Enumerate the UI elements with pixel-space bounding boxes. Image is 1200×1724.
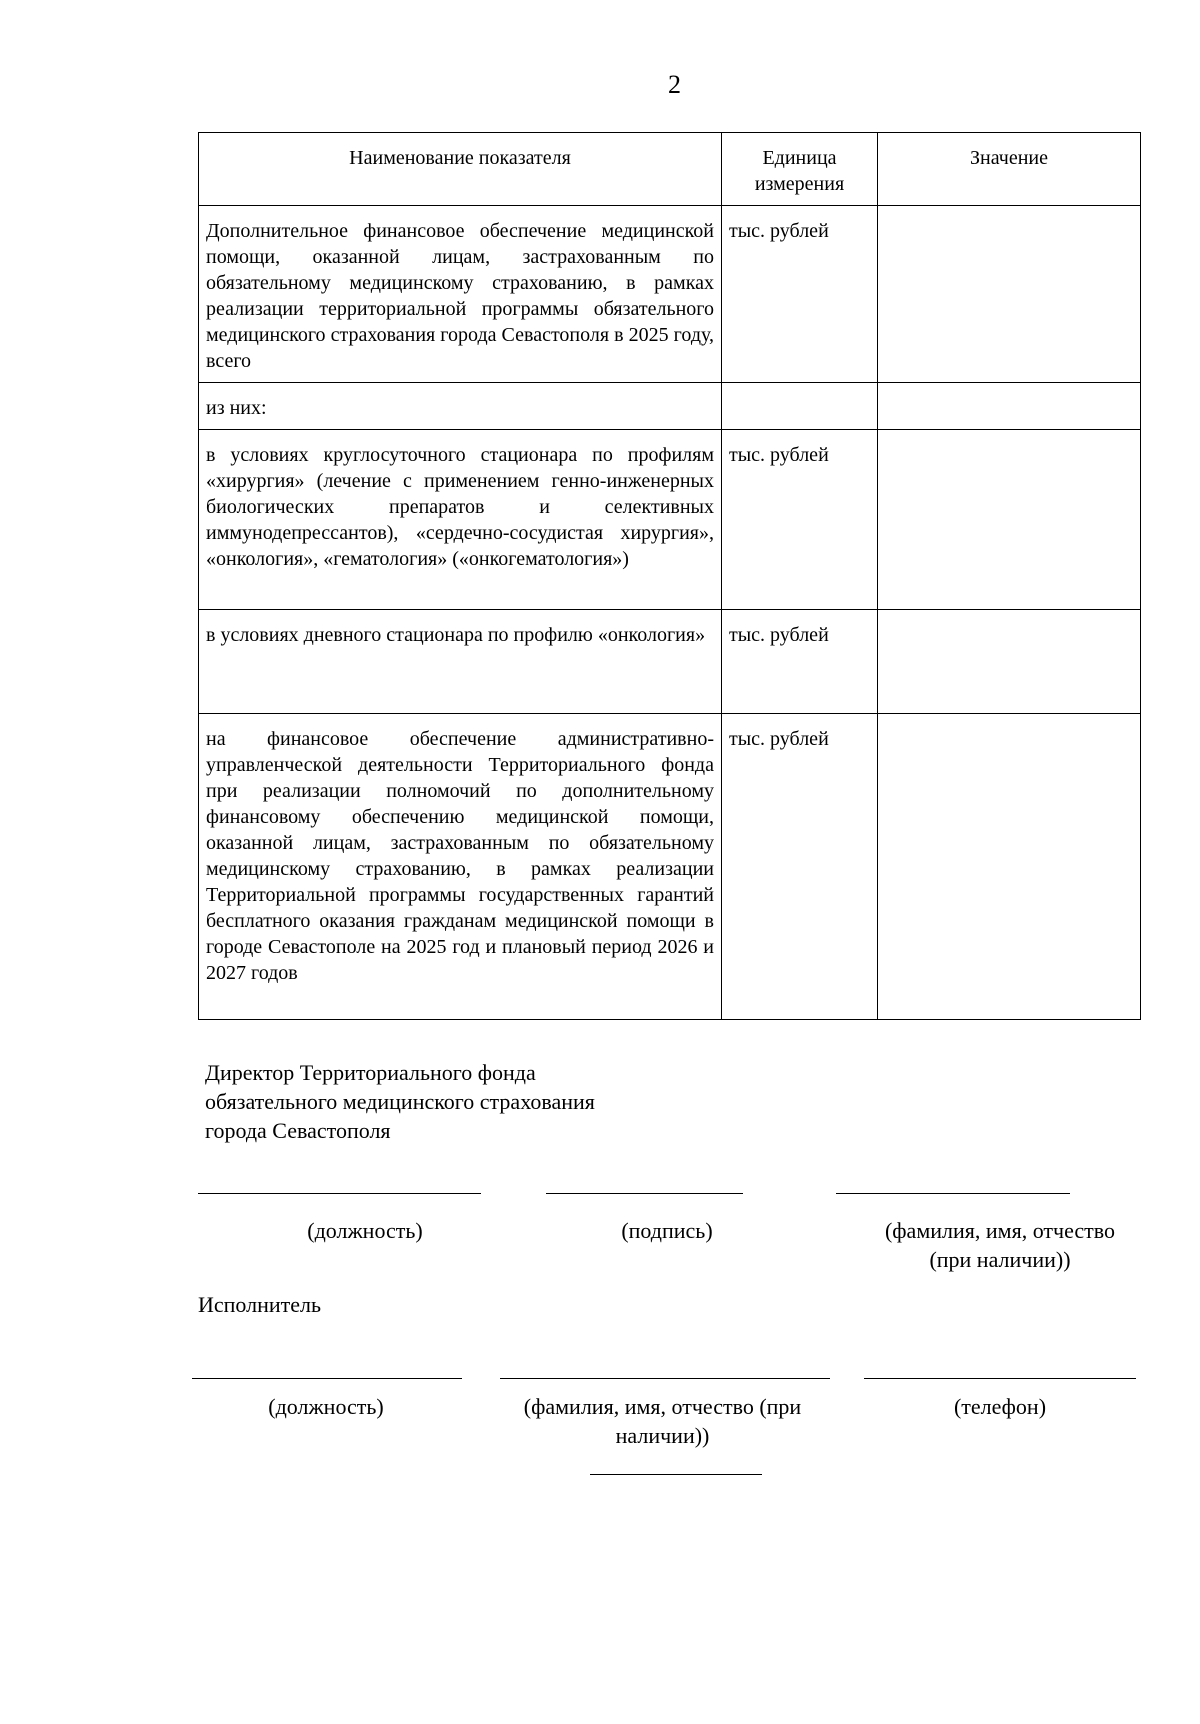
director-title-line: обязательного медицинского страхования <box>205 1089 595 1114</box>
header-value: Значение <box>878 133 1141 206</box>
executor-phone-caption: (телефон) <box>953 1394 1047 1419</box>
executor-name-caption <box>490 1392 835 1450</box>
table-row <box>199 610 1141 714</box>
row-unit <box>722 610 878 714</box>
table-header-row <box>199 133 1141 206</box>
director-title <box>205 1058 595 1145</box>
executor-position-caption: (должность) <box>268 1394 384 1419</box>
page-number: 2 <box>668 70 681 99</box>
director-signature-caption: (подпись) <box>621 1218 713 1243</box>
row-unit-text: тыс. рублей <box>729 624 829 646</box>
row-name-text: Дополнительное финансовое обеспечение медицинской помощи, оказанной лицам, застрахованным по обязательному медицинскому страхованию, в рамках реализации территориальной программы обязательного медицинского страхования города Севастополя в 2025 году, всего <box>206 220 714 372</box>
row-unit <box>722 383 878 430</box>
row-value <box>878 383 1141 430</box>
row-unit-text: тыс. рублей <box>729 728 829 750</box>
director-title-line: Директор Территориального фонда <box>205 1060 536 1085</box>
row-name-text: из них: <box>206 397 267 419</box>
header-unit <box>722 133 878 206</box>
director-name-caption-line: (фамилия, имя, отчество <box>884 1218 1116 1243</box>
table-row <box>199 430 1141 610</box>
executor-position-line <box>192 1378 462 1379</box>
row-unit <box>722 430 878 610</box>
row-unit-text: тыс. рублей <box>729 220 829 242</box>
header-indicator-name: Наименование показателя <box>199 133 722 206</box>
table-row <box>199 206 1141 383</box>
executor-label: Исполнитель <box>198 1292 322 1317</box>
row-value <box>878 610 1141 714</box>
row-indicator-name <box>199 206 722 383</box>
row-name-text: в условиях дневного стационара по профилю «онкология» <box>206 624 706 646</box>
row-value <box>878 206 1141 383</box>
row-unit-text <box>722 383 877 395</box>
row-value <box>878 430 1141 610</box>
director-title-line: города Севастополя <box>205 1118 391 1143</box>
row-unit <box>722 714 878 1020</box>
closing-line <box>590 1474 762 1475</box>
header-unit-text: Единица измерения <box>754 147 845 195</box>
row-indicator-name <box>199 430 722 610</box>
executor-name-line <box>500 1378 830 1379</box>
row-value <box>878 714 1141 1020</box>
page-number-area <box>0 70 1200 110</box>
director-name-caption <box>830 1216 1170 1274</box>
table-row <box>199 383 1141 430</box>
row-name-text: на финансовое обеспечение административно-управленческой деятельности Территориального фонда при реализации полномочий по дополнительному финансовому обеспечению медицинской помощи, оказанной лицам, застрахованным по обязательному медицинскому страхованию, в рамках реализации Территориальной программы государственных гарантий бесплатного оказания гражданам медицинской помощи в городе Севастополе на 2025 год и плановый период 2026 и 2027 годов <box>206 728 714 984</box>
director-signature-line <box>546 1193 743 1194</box>
director-position-line <box>198 1193 481 1194</box>
executor-name-caption-line: наличии)) <box>615 1423 710 1448</box>
row-indicator-name <box>199 383 722 430</box>
row-indicator-name <box>199 714 722 1020</box>
director-name-line <box>836 1193 1070 1194</box>
executor-phone-line <box>864 1378 1136 1379</box>
director-position-caption: (должность) <box>307 1218 423 1243</box>
row-unit <box>722 206 878 383</box>
indicators-table <box>198 132 1141 1020</box>
table-row <box>199 714 1141 1020</box>
director-name-caption-line: (при наличии)) <box>929 1247 1071 1272</box>
row-name-text: в условиях круглосуточного стационара по профилям «хирургия» (лечение с применением генно-инженерных биологических препаратов и селективных иммунодепрессантов), «сердечно-сосудистая хирургия», «онкология», «гематология» («онкогематология») <box>206 444 714 570</box>
executor-name-caption-line: (фамилия, имя, отчество (при <box>523 1394 802 1419</box>
row-indicator-name <box>199 610 722 714</box>
row-unit-text: тыс. рублей <box>729 444 829 466</box>
